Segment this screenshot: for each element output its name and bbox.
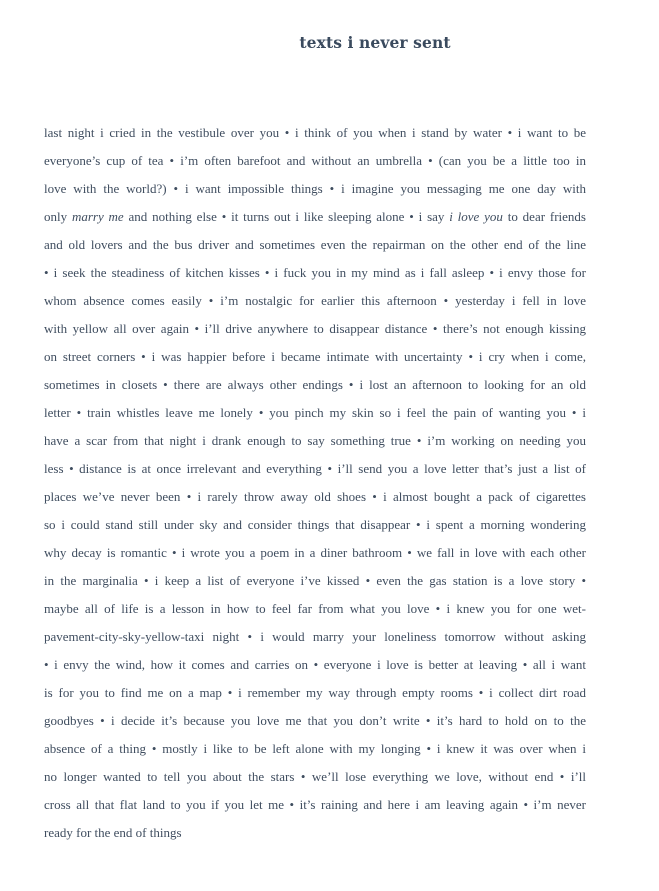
poem-line: letter • train whistles leave me lonely • you pinch my skin so i feel the pain of wanting you • i: [44, 405, 586, 420]
poem-line: whom absence comes easily • i’m nostalgic for earlier this afternoon • yesterday i fell in love: [44, 293, 586, 308]
poem-line: • i seek the steadiness of kitchen kisses • i fuck you in my mind as i fall asleep • i envy those for: [44, 265, 586, 280]
poem-line: why decay is romantic • i wrote you a poem in a diner bathroom • we fall in love with each other: [44, 545, 586, 560]
poem-line: so i could stand still under sky and consider things that disappear • i spent a morning wondering: [44, 517, 586, 532]
poem-line: no longer wanted to tell you about the stars • we’ll lose everything we love, without end • i’ll: [44, 769, 586, 784]
poem-line: sometimes in closets • there are always other endings • i lost an afternoon to looking for an old: [44, 377, 586, 392]
poem-body: [44, 119, 586, 847]
poem-line: ready for the end of things: [44, 825, 182, 840]
poem-line: with yellow all over again • i’ll drive anywhere to disappear distance • there’s not enough kissing: [44, 321, 586, 336]
poem-line: have a scar from that night i drank enough to say something true • i’m working on needing you: [44, 433, 586, 448]
poem-line: maybe all of life is a lesson in how to feel far from what you love • i knew you for one wet-: [44, 601, 586, 616]
poem-line: absence of a thing • mostly i like to be left alone with my longing • i knew it was over when i: [44, 741, 586, 756]
poem-line: • i envy the wind, how it comes and carries on • everyone i love is better at leaving • all i want: [44, 657, 586, 672]
poem-line: in the marginalia • i keep a list of everyone i’ve kissed • even the gas station is a love story •: [44, 573, 586, 588]
poem-line: love with the world?) • i want impossible things • i imagine you messaging me one day with: [44, 181, 586, 196]
poem-line: less • distance is at once irrelevant and everything • i’ll send you a love letter that’s just a list of: [44, 461, 586, 476]
poem-line: places we’ve never been • i rarely throw away old shoes • i almost bought a pack of cigarettes: [44, 489, 586, 504]
poem-line: cross all that flat land to you if you let me • it’s raining and here i am leaving again • i’m never: [44, 797, 586, 812]
poem-line: goodbyes • i decide it’s because you love me that you don’t write • it’s hard to hold on to the: [44, 713, 586, 728]
poem-line: and old lovers and the bus driver and sometimes even the repairman on the other end of the line: [44, 237, 586, 252]
italic-phrase: marry me: [71, 209, 124, 224]
poem-line: pavement-city-sky-yellow-taxi night • i would marry your loneliness tomorrow without asking: [44, 629, 586, 644]
poem-line: on street corners • i was happier before i became intimate with uncertainty • i cry when i come,: [44, 349, 586, 364]
poem-line: last night i cried in the vestibule over you • i think of you when i stand by water • i want to be: [44, 125, 586, 140]
italic-phrase: i love you: [449, 209, 503, 224]
poem-title: texts i never sent: [299, 33, 451, 52]
poem-line: everyone’s cup of tea • i’m often barefoot and without an umbrella • (can you be a little too in: [44, 153, 586, 168]
poem-line: only marry me and nothing else • it turns out i like sleeping alone • i say i love you to dear friends: [44, 209, 586, 224]
poem-line: is for you to find me on a map • i remember my way through empty rooms • i collect dirt road: [44, 685, 586, 700]
